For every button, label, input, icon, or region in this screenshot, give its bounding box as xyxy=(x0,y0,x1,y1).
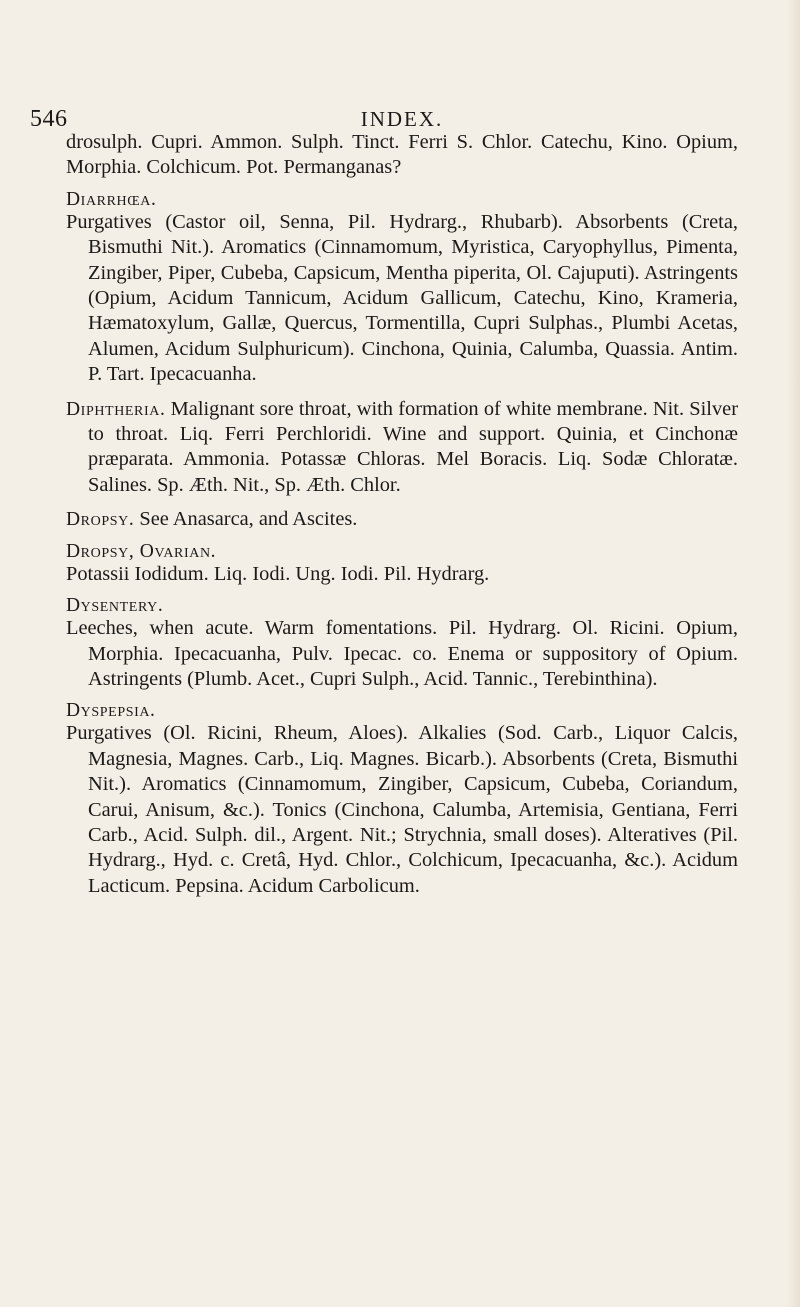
entry-line xyxy=(66,507,738,532)
index-entry-diphtheria xyxy=(66,397,738,499)
page-edge-shadow xyxy=(786,0,800,1307)
entry-heading: Diphtheria. xyxy=(66,398,166,420)
entry-text: Purgatives (Ol. Ricini, Rheum, Aloes). Alkalies (Sod. Carb., Liquor Calcis, Magnesia, Magnes. Carb., Liq. Magnes. Bicarb.). Absorbents (Creta, Bismuthi Nit.). Aromatics (Cinnamomum, Zingiber, Capsicum, Cubeba, Coriandum, Carui, Anisum, &c.). Tonics (Cinchona, Calumba, Artemisia, Gentiana, Ferri Carb., Acid. Sulph. dil., Argent. Nit.; Strychnia, small doses). Alteratives (Pil. Hydrarg., Hyd. c. Cretâ, Hyd. Chlor., Colchicum, Ipecacuanha, &c.). Acidum Lacticum. Pepsina. Acidum Carbolicum. xyxy=(66,722,738,897)
index-body xyxy=(66,130,738,899)
entry-heading: Dropsy, Ovarian. xyxy=(66,540,217,562)
page-number: 546 xyxy=(30,106,68,132)
entry-line xyxy=(66,397,738,499)
entry-text: Malignant sore throat, with formation of white membrane. Nit. Silver to throat. Liq. Ferri Perchloridi. Wine and support. Quinia, et Cinchonæ præparata. Ammonia. Potassæ Chloras. Mel Boracis. Liq. Sodæ Chloratæ. Salines. Sp. Æth. Nit., Sp. Æth. Chlor. xyxy=(88,397,738,496)
index-entry-diarrhoea xyxy=(66,190,738,388)
index-entry-dropsy xyxy=(66,507,738,532)
entry-heading: Dropsy. xyxy=(66,509,135,531)
entry-heading: Diarrhœa. xyxy=(66,188,157,210)
running-head: INDEX. xyxy=(360,107,444,131)
index-entry-dysentery xyxy=(66,596,738,692)
entry-heading: Dyspepsia. xyxy=(66,700,156,722)
entry-text: Purgatives (Castor oil, Senna, Pil. Hydrarg., Rhubarb). Absorbents (Creta, Bismuthi Nit.). Aromatics (Cinnamomum, Myristica, Caryophyllus, Pimenta, Zingiber, Piper, Cubeba, Capsicum, Mentha piperita, Ol. Cajuputi). Astringents (Opium, Acidum Tannicum, Acidum Gallicum, Catechu, Kino, Krameria, Hæmatoxylum, Gallæ, Quercus, Tormentilla, Cupri Sulphas., Plumbi Acetas, Alumen, Acidum Sulphuricum). Cinchona, Quinia, Calumba, Quassia. Antim. P. Tart. Ipecacuanha. xyxy=(66,210,738,386)
page-header xyxy=(30,0,738,132)
entry-text: See Anasarca, and Ascites. xyxy=(139,508,358,531)
entry-text: Potassii Iodidum. Liq. Iodi. Ung. Iodi. Pil. Hydrarg. xyxy=(66,562,490,585)
entry-heading: Dysentery. xyxy=(66,595,164,617)
continued-entry-text: drosulph. Cupri. Ammon. Sulph. Tinct. Ferri S. Chlor. Catechu, Kino. Opium, Morphia. Colchicum. Pot. Permanganas? xyxy=(66,131,738,179)
index-entry-dropsy-ovarian xyxy=(66,542,738,587)
index-entry-dyspepsia xyxy=(66,701,738,899)
entry-text: Leeches, when acute. Warm fomentations. Pil. Hydrarg. Ol. Ricini. Opium, Morphia. Ipecacuanha, Pulv. Ipecac. co. Enema or suppository of Opium. Astringents (Plumb. Acet., Cupri Sulph., Acid. Tannic., Terebinthina). xyxy=(66,617,738,690)
